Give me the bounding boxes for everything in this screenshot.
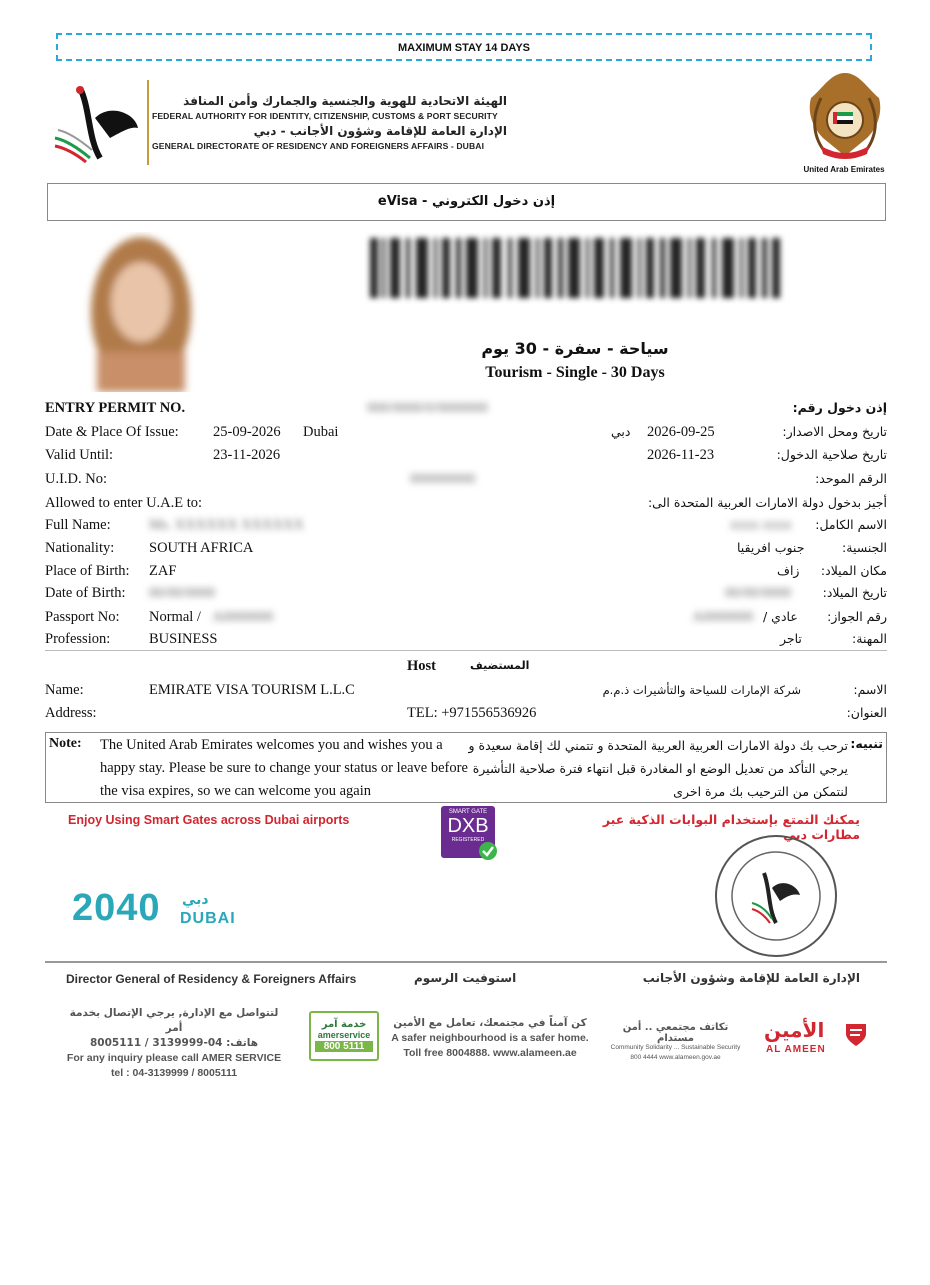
logo-divider bbox=[147, 80, 149, 165]
amer-number: 800 5111 bbox=[315, 1041, 373, 1052]
uid-row bbox=[45, 469, 887, 489]
directorate-name-en: GENERAL DIRECTORATE OF RESIDENCY AND FOREIGNERS AFFAIRS - DUBAI bbox=[152, 141, 485, 151]
host-name-label-ar: الاسم: bbox=[853, 682, 887, 697]
nationality-label: Nationality: bbox=[45, 540, 115, 556]
host-name-row bbox=[45, 680, 887, 700]
allowed-row bbox=[45, 493, 887, 513]
contact-en2: tel : 04-3139999 / 8005111 bbox=[110, 1067, 238, 1079]
uid-value: 000000000 bbox=[410, 471, 476, 487]
pob-label-ar: مكان الميلاد: bbox=[820, 563, 887, 578]
note-label: Note: bbox=[49, 736, 82, 751]
uae-emblem-icon bbox=[801, 68, 889, 164]
contact-ar2: هاتف: 04-3139999 / 8005111 bbox=[90, 1037, 258, 1049]
fees-paid-ar: استوفيت الرسوم bbox=[414, 971, 517, 985]
badge-bottom: REGISTERED bbox=[451, 837, 485, 843]
badge-top: SMART GATE bbox=[448, 809, 488, 815]
passport-type: Normal / bbox=[149, 609, 201, 625]
issue-place-ar: دبي bbox=[611, 424, 631, 439]
amer-service-logo bbox=[309, 1011, 379, 1061]
dob-label-ar: تاريخ الميلاد: bbox=[822, 585, 887, 600]
passport-type-ar: عادي / bbox=[763, 609, 798, 624]
allowed-label-ar: أجيز بدخول دولة الامارات العربية المتحدة الى: bbox=[647, 495, 887, 510]
valid-label: Valid Until: bbox=[45, 447, 114, 463]
visa-type-ar: سياحة - سفرة - 30 يوم bbox=[481, 339, 669, 358]
dob-value-ar: 00/00/0000 bbox=[725, 585, 792, 601]
applicant-photo bbox=[77, 232, 205, 392]
valid-date-ar: 2026-11-23 bbox=[647, 447, 715, 463]
fullname-label: Full Name: bbox=[45, 517, 111, 533]
official-stamp-icon bbox=[712, 833, 840, 959]
evisa-title: إذن دخول الكتروني - eVisa bbox=[47, 183, 886, 221]
valid-row bbox=[45, 445, 887, 465]
uid-label: U.I.D. No: bbox=[45, 471, 108, 487]
footer-divider bbox=[45, 961, 887, 963]
passport-value: A0000000 bbox=[212, 609, 274, 625]
nationality-value: SOUTH AFRICA bbox=[149, 540, 254, 556]
profession-label: Profession: bbox=[45, 631, 111, 647]
alameen-en: AL AMEEN bbox=[766, 1044, 826, 1055]
entry-permit-label-ar: إذن دخول رقم: bbox=[792, 400, 887, 415]
host-name-value-ar: شركة الإمارات للسياحة والتأشيرات ذ.م.م bbox=[602, 683, 801, 697]
profession-value: BUSINESS bbox=[149, 631, 218, 647]
fullname-label-ar: الاسم الكامل: bbox=[815, 517, 887, 532]
issue-date: 25-09-2026 bbox=[213, 424, 281, 440]
allowed-label: Allowed to enter U.A.E to: bbox=[45, 495, 203, 511]
host-name-value: EMIRATE VISA TOURISM L.L.C bbox=[149, 682, 355, 698]
pob-row bbox=[45, 561, 887, 581]
alameen-shield-icon bbox=[842, 1020, 870, 1048]
dob-row bbox=[45, 583, 887, 603]
note-text-ar: ترحب بك دولة الامارات العربية العربية المتحدة و تتمني لك إقامة سعيدة و يرجي التأكد من تعديل الوضع او المغادرة قبل انتهاء فترة صلاحية التأشيرة لنتمكن من الترحيب بك مرة اخرى bbox=[468, 738, 848, 799]
alameen-ar: الأمين bbox=[764, 1018, 825, 1042]
passport-row bbox=[45, 607, 887, 627]
barcode bbox=[370, 238, 780, 298]
fullname-value-ar: xxxx xxxx bbox=[730, 517, 792, 533]
alameen-logo bbox=[762, 1018, 872, 1058]
smart-gate-text-en: Enjoy Using Smart Gates across Dubai airports bbox=[68, 813, 350, 827]
visa-type-en: Tourism - Single - 30 Days bbox=[485, 364, 665, 381]
passport-label: Passport No: bbox=[45, 609, 120, 625]
issue-label-ar: تاريخ ومحل الاصدار: bbox=[782, 424, 887, 439]
host-address-label: Address: bbox=[45, 705, 97, 721]
host-name-label: Name: bbox=[45, 682, 84, 698]
profession-label-ar: المهنة: bbox=[852, 631, 887, 646]
safer-en2: Toll free 8004888. www.alameen.ae bbox=[403, 1047, 577, 1059]
director-general-ar: الإدارة العامة للإقامة وشؤون الأجانب bbox=[642, 971, 860, 985]
profession-value-ar: تاجر bbox=[780, 631, 802, 646]
pob-value: ZAF bbox=[149, 563, 177, 579]
authority-header bbox=[152, 94, 507, 154]
issue-row bbox=[45, 422, 887, 442]
fullname-value: Ms. XXXXXX XXXXXX bbox=[149, 517, 305, 533]
nationality-row bbox=[45, 538, 887, 558]
pob-label: Place of Birth: bbox=[45, 563, 130, 579]
amer-en: amerservice bbox=[317, 1030, 371, 1040]
host-address-label-ar: العنوان: bbox=[846, 705, 887, 720]
fullname-row bbox=[45, 515, 887, 535]
dob-label: Date of Birth: bbox=[45, 585, 126, 601]
issue-place: Dubai bbox=[303, 424, 339, 440]
safer-block bbox=[390, 1016, 590, 1061]
smart-gate-text-ar: يمكنك التمتع بإستخدام البوابات الذكية عبر مطارات دبي bbox=[602, 812, 860, 842]
authority-name-ar: الهيئة الاتحادية للهوية والجنسية والجمارك وأمن المنافذ bbox=[183, 94, 507, 108]
host-title-ar: المستضيف bbox=[470, 659, 530, 672]
contact-block bbox=[64, 1006, 284, 1081]
passport-label-ar: رقم الجواز: bbox=[827, 609, 887, 624]
solidarity-block bbox=[603, 1022, 748, 1061]
solidarity-contact: 800 4444 www.alameen.gov.ae bbox=[630, 1054, 721, 1061]
max-stay-notice: MAXIMUM STAY 14 DAYS bbox=[56, 33, 872, 61]
authority-name-en: FEDERAL AUTHORITY FOR IDENTITY, CITIZENSHIP, CUSTOMS & PORT SECURITY bbox=[152, 111, 498, 121]
note-label-ar: تنبيه: bbox=[850, 736, 883, 751]
director-general-en: Director General of Residency & Foreigners Affairs bbox=[66, 972, 357, 986]
host-tel: TEL: +971556536926 bbox=[407, 705, 537, 721]
falcon-logo-icon bbox=[50, 78, 142, 164]
issue-date-ar: 2026-09-25 bbox=[647, 424, 715, 440]
contact-ar1: لتتواصل مع الإدارة, يرجي الإتصال بخدمة أمر bbox=[69, 1007, 279, 1034]
check-badge-icon bbox=[478, 841, 498, 861]
valid-label-ar: تاريخ صلاحية الدخول: bbox=[776, 447, 887, 462]
dubai-2040-ar: دبي bbox=[182, 892, 209, 908]
divider bbox=[45, 650, 887, 651]
entry-permit-label: ENTRY PERMIT NO. bbox=[45, 400, 186, 416]
issue-label: Date & Place Of Issue: bbox=[45, 424, 179, 440]
uae-emblem-label: United Arab Emirates bbox=[803, 165, 885, 174]
dubai-2040-number: 2040 bbox=[72, 887, 161, 929]
profession-row bbox=[45, 629, 887, 649]
dubai-2040-en: DUBAI bbox=[180, 910, 236, 927]
note-text-en: The United Arab Emirates welcomes you and wishes you a happy stay. Please be sure to change your status or leave before the visa expires, so we can welcome you again bbox=[100, 737, 468, 799]
contact-en1: For any inquiry please call AMER SERVICE bbox=[66, 1052, 282, 1064]
nationality-label-ar: الجنسية: bbox=[842, 540, 887, 555]
note-box bbox=[45, 732, 887, 803]
host-title-en: Host bbox=[407, 658, 436, 674]
solidarity-en: Community Solidarity ... Sustainable Security bbox=[610, 1044, 741, 1051]
dob-value: 00/00/0000 bbox=[149, 585, 216, 601]
uid-label-ar: الرقم الموحد: bbox=[815, 471, 887, 486]
amer-ar: خدمة آمر bbox=[321, 1019, 367, 1030]
host-address-row bbox=[45, 703, 887, 723]
entry-permit-row bbox=[45, 398, 887, 418]
valid-date: 23-11-2026 bbox=[213, 447, 281, 463]
badge-main: DXB bbox=[447, 815, 489, 837]
pob-value-ar: زاف bbox=[777, 563, 800, 578]
entry-permit-value: 000/0000/0/0000000 bbox=[367, 400, 488, 416]
safer-ar: كن آمناً في مجتمعك، تعامل مع الأمين bbox=[393, 1017, 587, 1029]
solidarity-ar: تكاتف مجتمعي .. أمن مستدام bbox=[622, 1022, 729, 1044]
directorate-name-ar: الإدارة العامة للإقامة وشؤون الأجانب - دبي bbox=[253, 124, 507, 138]
host-title-row bbox=[45, 656, 887, 676]
nationality-value-ar: جنوب افريقيا bbox=[737, 540, 805, 555]
safer-en1: A safer neighbourhood is a safer home. bbox=[391, 1032, 589, 1044]
passport-value-ar: A0000000 bbox=[692, 609, 754, 625]
